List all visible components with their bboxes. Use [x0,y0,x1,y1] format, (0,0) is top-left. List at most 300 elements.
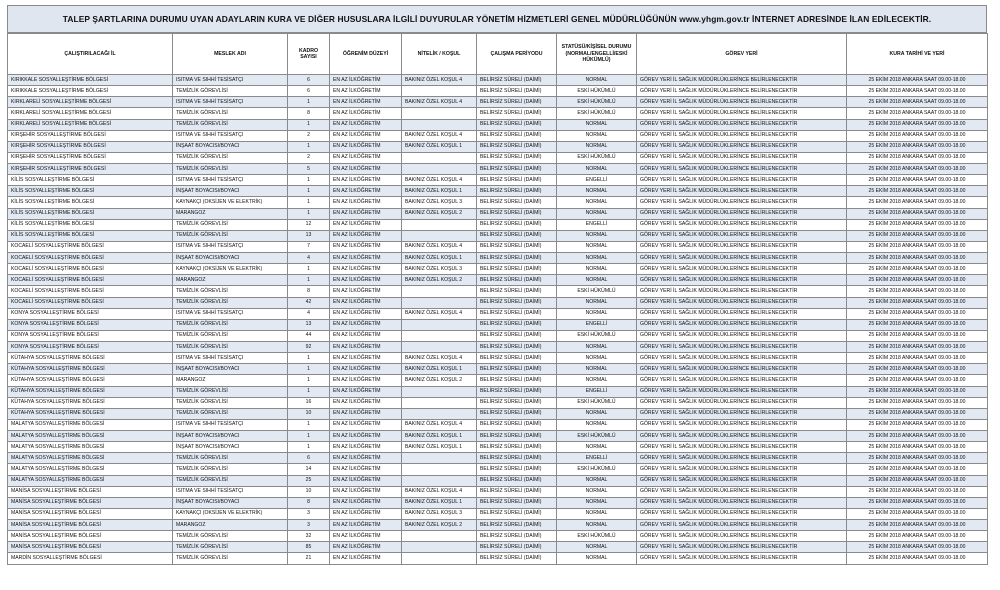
cell-nitelik: BAKINIZ ÖZEL KOŞUL 1 [402,364,477,375]
cell-il: KIRKLARELİ SOSYALLEŞTİRME BÖLGESİ [8,119,173,130]
cell-nitelik [402,152,477,163]
table-row [8,130,988,141]
cell-meslek: TEMİZLİK GÖREVLİSİ [173,230,288,241]
table-row [8,97,988,108]
cell-calisma: BELİRSİZ SÜRELİ (DAİMİ) [477,330,557,341]
cell-calisma: BELİRSİZ SÜRELİ (DAİMİ) [477,397,557,408]
cell-gorev-yeri: GÖREV YERİ İL SAĞLIK MÜDÜRLÜKLERİNCE BELİRLENECEKTİR [637,520,847,531]
cell-meslek: MARANGOZ [173,375,288,386]
table-row [8,308,988,319]
cell-meslek: ISITMA VE SIHHİ TESİSATÇI [173,75,288,86]
cell-ogrenim: EN AZ İLKÖĞRETİM [330,86,402,97]
cell-nitelik [402,386,477,397]
cell-kura: 25 EKİM 2018 ANKARA SAAT 09.00-18.00 [847,386,988,397]
cell-nitelik [402,542,477,553]
cell-kadro: 2 [288,130,330,141]
cell-statu: ESKİ HÜKÜMLÜ [557,108,637,119]
cell-kadro: 13 [288,230,330,241]
cell-gorev-yeri: GÖREV YERİ İL SAĞLIK MÜDÜRLÜKLERİNCE BELİRLENECEKTİR [637,119,847,130]
cell-meslek: TEMİZLİK GÖREVLİSİ [173,342,288,353]
cell-ogrenim: EN AZ İLKÖĞRETİM [330,520,402,531]
cell-il: MANİSA SOSYALLEŞTİRME BÖLGESİ [8,497,173,508]
cell-gorev-yeri: GÖREV YERİ İL SAĞLIK MÜDÜRLÜKLERİNCE BELİRLENECEKTİR [637,297,847,308]
cell-kura: 25 EKİM 2018 ANKARA SAAT 09.00-18.00 [847,86,988,97]
cell-kura: 25 EKİM 2018 ANKARA SAAT 09.00-18.00 [847,520,988,531]
cell-meslek: KAYNAKÇI (OKSİJEN VE ELEKTRİK) [173,197,288,208]
cell-gorev-yeri: GÖREV YERİ İL SAĞLIK MÜDÜRLÜKLERİNCE BELİRLENECEKTİR [637,497,847,508]
cell-ogrenim: EN AZ İLKÖĞRETİM [330,164,402,175]
cell-ogrenim: EN AZ İLKÖĞRETİM [330,119,402,130]
cell-meslek: TEMİZLİK GÖREVLİSİ [173,219,288,230]
table-row [8,386,988,397]
cell-ogrenim: EN AZ İLKÖĞRETİM [330,508,402,519]
cell-nitelik [402,297,477,308]
header-il: ÇALIŞTIRILACAĞI İL [8,34,173,75]
cell-statu: NORMAL [557,164,637,175]
cell-gorev-yeri: GÖREV YERİ İL SAĞLIK MÜDÜRLÜKLERİNCE BELİRLENECEKTİR [637,442,847,453]
cell-kadro: 10 [288,408,330,419]
cell-statu: NORMAL [557,230,637,241]
cell-kura: 25 EKİM 2018 ANKARA SAAT 09.00-18.00 [847,353,988,364]
cell-il: KÜTAHYA SOSYALLEŞTİRME BÖLGESİ [8,353,173,364]
table-row [8,497,988,508]
cell-ogrenim: EN AZ İLKÖĞRETİM [330,264,402,275]
cell-kadro: 92 [288,342,330,353]
table-row [8,353,988,364]
cell-il: KOCAELİ SOSYALLEŞTİRME BÖLGESİ [8,253,173,264]
cell-calisma: BELİRSİZ SÜRELİ (DAİMİ) [477,186,557,197]
cell-statu: NORMAL [557,253,637,264]
cell-kadro: 1 [288,275,330,286]
cell-kadro: 1 [288,186,330,197]
cell-kadro: 8 [288,286,330,297]
cell-calisma: BELİRSİZ SÜRELİ (DAİMİ) [477,253,557,264]
cell-il: MALATYA SOSYALLEŞTİRME BÖLGESİ [8,464,173,475]
header-gorev-yeri: GÖREV YERİ [637,34,847,75]
cell-il: KIRKLARELİ SOSYALLEŞTİRME BÖLGESİ [8,97,173,108]
cell-ogrenim: EN AZ İLKÖĞRETİM [330,208,402,219]
cell-nitelik: BAKINIZ ÖZEL KOŞUL 2 [402,520,477,531]
cell-nitelik: BAKINIZ ÖZEL KOŞUL 1 [402,186,477,197]
cell-il: KİLİS SOSYALLEŞTİRME BÖLGESİ [8,230,173,241]
cell-meslek: ISITMA VE SIHHİ TESİSATÇI [173,241,288,252]
cell-meslek: TEMİZLİK GÖREVLİSİ [173,531,288,542]
cell-kadro: 16 [288,397,330,408]
table-row [8,208,988,219]
cell-ogrenim: EN AZ İLKÖĞRETİM [330,241,402,252]
table-row [8,542,988,553]
cell-il: KIRIKKALE SOSYALLEŞTİRME BÖLGESİ [8,75,173,86]
cell-nitelik: BAKINIZ ÖZEL KOŞUL 1 [402,253,477,264]
cell-meslek: TEMİZLİK GÖREVLİSİ [173,397,288,408]
cell-ogrenim: EN AZ İLKÖĞRETİM [330,353,402,364]
cell-nitelik [402,219,477,230]
cell-ogrenim: EN AZ İLKÖĞRETİM [330,408,402,419]
cell-il: KIRŞEHİR SOSYALLEŞTİRME BÖLGESİ [8,164,173,175]
cell-meslek: TEMİZLİK GÖREVLİSİ [173,86,288,97]
cell-calisma: BELİRSİZ SÜRELİ (DAİMİ) [477,141,557,152]
cell-nitelik: BAKINIZ ÖZEL KOŞUL 4 [402,75,477,86]
cell-kura: 25 EKİM 2018 ANKARA SAAT 09.00-18.00 [847,75,988,86]
cell-statu: NORMAL [557,130,637,141]
cell-statu: ESKİ HÜKÜMLÜ [557,431,637,442]
cell-calisma: BELİRSİZ SÜRELİ (DAİMİ) [477,486,557,497]
cell-calisma: BELİRSİZ SÜRELİ (DAİMİ) [477,531,557,542]
cell-gorev-yeri: GÖREV YERİ İL SAĞLIK MÜDÜRLÜKLERİNCE BELİRLENECEKTİR [637,219,847,230]
cell-nitelik: BAKINIZ ÖZEL KOŞUL 4 [402,353,477,364]
cell-statu: NORMAL [557,264,637,275]
cell-statu: ENGELLİ [557,453,637,464]
cell-il: MANİSA SOSYALLEŞTİRME BÖLGESİ [8,520,173,531]
cell-nitelik: BAKINIZ ÖZEL KOŞUL 4 [402,419,477,430]
cell-ogrenim: EN AZ İLKÖĞRETİM [330,397,402,408]
cell-gorev-yeri: GÖREV YERİ İL SAĞLIK MÜDÜRLÜKLERİNCE BELİRLENECEKTİR [637,230,847,241]
cell-kura: 25 EKİM 2018 ANKARA SAAT 09.00-18.00 [847,508,988,519]
cell-meslek: TEMİZLİK GÖREVLİSİ [173,319,288,330]
cell-nitelik [402,330,477,341]
table-row [8,531,988,542]
table-row [8,119,988,130]
cell-nitelik [402,464,477,475]
cell-il: KONYA SOSYALLEŞTİRME BÖLGESİ [8,319,173,330]
table-row [8,86,988,97]
cell-il: KİLİS SOSYALLEŞTİRME BÖLGESİ [8,208,173,219]
cell-kura: 25 EKİM 2018 ANKARA SAAT 09.00-18.00 [847,108,988,119]
cell-gorev-yeri: GÖREV YERİ İL SAĞLIK MÜDÜRLÜKLERİNCE BELİRLENECEKTİR [637,364,847,375]
table-row [8,230,988,241]
cell-kura: 25 EKİM 2018 ANKARA SAAT 09.00-18.00 [847,464,988,475]
cell-il: MALATYA SOSYALLEŞTİRME BÖLGESİ [8,442,173,453]
cell-gorev-yeri: GÖREV YERİ İL SAĞLIK MÜDÜRLÜKLERİNCE BELİRLENECEKTİR [637,408,847,419]
cell-gorev-yeri: GÖREV YERİ İL SAĞLIK MÜDÜRLÜKLERİNCE BELİRLENECEKTİR [637,431,847,442]
cell-kura: 25 EKİM 2018 ANKARA SAAT 09.00-18.00 [847,219,988,230]
cell-statu: NORMAL [557,553,637,564]
cell-kadro: 1 [288,97,330,108]
cell-gorev-yeri: GÖREV YERİ İL SAĞLIK MÜDÜRLÜKLERİNCE BELİRLENECEKTİR [637,464,847,475]
cell-nitelik [402,108,477,119]
table-row [8,475,988,486]
cell-meslek: TEMİZLİK GÖREVLİSİ [173,330,288,341]
cell-nitelik [402,86,477,97]
cell-calisma: BELİRSİZ SÜRELİ (DAİMİ) [477,86,557,97]
cell-statu: ESKİ HÜKÜMLÜ [557,86,637,97]
cell-kura: 25 EKİM 2018 ANKARA SAAT 09.00-18.00 [847,497,988,508]
cell-ogrenim: EN AZ İLKÖĞRETİM [330,342,402,353]
cell-statu: NORMAL [557,186,637,197]
cell-statu: ENGELLİ [557,319,637,330]
cell-kadro: 8 [288,108,330,119]
cell-statu: NORMAL [557,419,637,430]
cell-gorev-yeri: GÖREV YERİ İL SAĞLIK MÜDÜRLÜKLERİNCE BELİRLENECEKTİR [637,108,847,119]
cell-ogrenim: EN AZ İLKÖĞRETİM [330,319,402,330]
cell-kura: 25 EKİM 2018 ANKARA SAAT 09.00-18.00 [847,164,988,175]
cell-calisma: BELİRSİZ SÜRELİ (DAİMİ) [477,230,557,241]
cell-nitelik [402,397,477,408]
cell-ogrenim: EN AZ İLKÖĞRETİM [330,453,402,464]
cell-calisma: BELİRSİZ SÜRELİ (DAİMİ) [477,431,557,442]
cell-calisma: BELİRSİZ SÜRELİ (DAİMİ) [477,419,557,430]
table-row [8,219,988,230]
cell-calisma: BELİRSİZ SÜRELİ (DAİMİ) [477,353,557,364]
cell-meslek: İNŞAAT BOYACISI/BOYACI [173,442,288,453]
table-row [8,453,988,464]
cell-ogrenim: EN AZ İLKÖĞRETİM [330,108,402,119]
cell-gorev-yeri: GÖREV YERİ İL SAĞLIK MÜDÜRLÜKLERİNCE BELİRLENECEKTİR [637,175,847,186]
cell-kura: 25 EKİM 2018 ANKARA SAAT 09.00-18.00 [847,241,988,252]
cell-gorev-yeri: GÖREV YERİ İL SAĞLIK MÜDÜRLÜKLERİNCE BELİRLENECEKTİR [637,164,847,175]
cell-meslek: TEMİZLİK GÖREVLİSİ [173,164,288,175]
header-nitelik: NİTELİK / KOŞUL [402,34,477,75]
cell-kadro: 1 [288,386,330,397]
cell-il: KIRŞEHİR SOSYALLEŞTİRME BÖLGESİ [8,130,173,141]
cell-calisma: BELİRSİZ SÜRELİ (DAİMİ) [477,364,557,375]
cell-gorev-yeri: GÖREV YERİ İL SAĞLIK MÜDÜRLÜKLERİNCE BELİRLENECEKTİR [637,186,847,197]
cell-kura: 25 EKİM 2018 ANKARA SAAT 09.00-18.00 [847,453,988,464]
header-kura: KURA TARİHİ VE YERİ [847,34,988,75]
cell-kura: 25 EKİM 2018 ANKARA SAAT 09.00-18.00 [847,130,988,141]
cell-statu: NORMAL [557,375,637,386]
cell-kura: 25 EKİM 2018 ANKARA SAAT 09.00-18.00 [847,408,988,419]
cell-ogrenim: EN AZ İLKÖĞRETİM [330,130,402,141]
cell-gorev-yeri: GÖREV YERİ İL SAĞLIK MÜDÜRLÜKLERİNCE BELİRLENECEKTİR [637,486,847,497]
cell-nitelik [402,531,477,542]
cell-kura: 25 EKİM 2018 ANKARA SAAT 09.00-18.00 [847,208,988,219]
cell-ogrenim: EN AZ İLKÖĞRETİM [330,364,402,375]
cell-meslek: MARANGOZ [173,208,288,219]
cell-ogrenim: EN AZ İLKÖĞRETİM [330,486,402,497]
cell-kura: 25 EKİM 2018 ANKARA SAAT 09.00-18.00 [847,119,988,130]
cell-il: KÜTAHYA SOSYALLEŞTİRME BÖLGESİ [8,375,173,386]
cell-il: KİLİS SOSYALLEŞTİRME BÖLGESİ [8,186,173,197]
cell-kadro: 1 [288,119,330,130]
cell-kadro: 25 [288,475,330,486]
table-row [8,164,988,175]
table-row [8,253,988,264]
cell-statu: NORMAL [557,308,637,319]
cell-il: KOCAELİ SOSYALLEŞTİRME BÖLGESİ [8,241,173,252]
cell-kadro: 1 [288,141,330,152]
table-row [8,264,988,275]
cell-meslek: İNŞAAT BOYACISI/BOYACI [173,186,288,197]
cell-meslek: TEMİZLİK GÖREVLİSİ [173,297,288,308]
cell-statu: NORMAL [557,208,637,219]
cell-ogrenim: EN AZ İLKÖĞRETİM [330,553,402,564]
cell-ogrenim: EN AZ İLKÖĞRETİM [330,97,402,108]
cell-meslek: ISITMA VE SIHHİ TESİSATÇI [173,353,288,364]
cell-meslek: ISITMA VE SIHHİ TESİSATÇI [173,486,288,497]
cell-nitelik [402,453,477,464]
cell-il: KİLİS SOSYALLEŞTİRME BÖLGESİ [8,175,173,186]
cell-nitelik: BAKINIZ ÖZEL KOŞUL 1 [402,442,477,453]
cell-ogrenim: EN AZ İLKÖĞRETİM [330,475,402,486]
cell-meslek: MARANGOZ [173,520,288,531]
cell-gorev-yeri: GÖREV YERİ İL SAĞLIK MÜDÜRLÜKLERİNCE BELİRLENECEKTİR [637,75,847,86]
cell-kadro: 1 [288,208,330,219]
cell-ogrenim: EN AZ İLKÖĞRETİM [330,152,402,163]
cell-il: MALATYA SOSYALLEŞTİRME BÖLGESİ [8,475,173,486]
cell-ogrenim: EN AZ İLKÖĞRETİM [330,497,402,508]
table-row [8,375,988,386]
table-row [8,175,988,186]
table-row [8,241,988,252]
cell-meslek: İNŞAAT BOYACISI/BOYACI [173,431,288,442]
cell-meslek: TEMİZLİK GÖREVLİSİ [173,553,288,564]
cell-kadro: 7 [288,241,330,252]
cell-calisma: BELİRSİZ SÜRELİ (DAİMİ) [477,297,557,308]
cell-kadro: 1 [288,375,330,386]
cell-ogrenim: EN AZ İLKÖĞRETİM [330,230,402,241]
cell-ogrenim: EN AZ İLKÖĞRETİM [330,308,402,319]
table-row [8,297,988,308]
cell-calisma: BELİRSİZ SÜRELİ (DAİMİ) [477,119,557,130]
cell-meslek: TEMİZLİK GÖREVLİSİ [173,475,288,486]
cell-nitelik: BAKINIZ ÖZEL KOŞUL 4 [402,241,477,252]
cell-kadro: 1 [288,431,330,442]
cell-nitelik: BAKINIZ ÖZEL KOŞUL 4 [402,308,477,319]
cell-gorev-yeri: GÖREV YERİ İL SAĞLIK MÜDÜRLÜKLERİNCE BELİRLENECEKTİR [637,197,847,208]
cell-kura: 25 EKİM 2018 ANKARA SAAT 09.00-18.00 [847,186,988,197]
cell-il: KÜTAHYA SOSYALLEŞTİRME BÖLGESİ [8,364,173,375]
table-row [8,319,988,330]
cell-ogrenim: EN AZ İLKÖĞRETİM [330,75,402,86]
cell-statu: NORMAL [557,75,637,86]
cell-kura: 25 EKİM 2018 ANKARA SAAT 09.00-18.00 [847,152,988,163]
table-row [8,408,988,419]
cell-ogrenim: EN AZ İLKÖĞRETİM [330,375,402,386]
cell-il: KIRKLARELİ SOSYALLEŞTİRME BÖLGESİ [8,108,173,119]
cell-calisma: BELİRSİZ SÜRELİ (DAİMİ) [477,553,557,564]
cell-statu: ESKİ HÜKÜMLÜ [557,97,637,108]
cell-statu: NORMAL [557,442,637,453]
cell-kadro: 8 [288,497,330,508]
cell-statu: NORMAL [557,520,637,531]
cell-kura: 25 EKİM 2018 ANKARA SAAT 09.00-18.00 [847,531,988,542]
cell-kadro: 14 [288,464,330,475]
cell-meslek: TEMİZLİK GÖREVLİSİ [173,152,288,163]
cell-nitelik: BAKINIZ ÖZEL KOŞUL 2 [402,275,477,286]
cell-meslek: TEMİZLİK GÖREVLİSİ [173,119,288,130]
cell-nitelik [402,553,477,564]
cell-nitelik [402,408,477,419]
cell-il: MARDİN SOSYALLEŞTİRME BÖLGESİ [8,553,173,564]
cell-kura: 25 EKİM 2018 ANKARA SAAT 09.00-18.00 [847,286,988,297]
cell-nitelik [402,164,477,175]
cell-calisma: BELİRSİZ SÜRELİ (DAİMİ) [477,342,557,353]
cell-gorev-yeri: GÖREV YERİ İL SAĞLIK MÜDÜRLÜKLERİNCE BELİRLENECEKTİR [637,97,847,108]
header-kadro: KADRO SAYISI [288,34,330,75]
cell-statu: ESKİ HÜKÜMLÜ [557,531,637,542]
cell-il: KONYA SOSYALLEŞTİRME BÖLGESİ [8,342,173,353]
cell-kura: 25 EKİM 2018 ANKARA SAAT 09.00-18.00 [847,319,988,330]
cell-ogrenim: EN AZ İLKÖĞRETİM [330,386,402,397]
table-row [8,553,988,564]
cell-meslek: TEMİZLİK GÖREVLİSİ [173,286,288,297]
cell-nitelik: BAKINIZ ÖZEL KOŞUL 4 [402,175,477,186]
cell-kura: 25 EKİM 2018 ANKARA SAAT 09.00-18.00 [847,342,988,353]
cell-kadro: 6 [288,453,330,464]
cell-gorev-yeri: GÖREV YERİ İL SAĞLIK MÜDÜRLÜKLERİNCE BELİRLENECEKTİR [637,86,847,97]
cell-statu: NORMAL [557,141,637,152]
cell-ogrenim: EN AZ İLKÖĞRETİM [330,542,402,553]
cell-nitelik: BAKINIZ ÖZEL KOŞUL 1 [402,431,477,442]
cell-kadro: 1 [288,175,330,186]
cell-gorev-yeri: GÖREV YERİ İL SAĞLIK MÜDÜRLÜKLERİNCE BELİRLENECEKTİR [637,386,847,397]
cell-kadro: 1 [288,442,330,453]
table-row [8,75,988,86]
cell-statu: NORMAL [557,542,637,553]
table-row [8,486,988,497]
cell-calisma: BELİRSİZ SÜRELİ (DAİMİ) [477,286,557,297]
cell-calisma: BELİRSİZ SÜRELİ (DAİMİ) [477,75,557,86]
cell-gorev-yeri: GÖREV YERİ İL SAĞLIK MÜDÜRLÜKLERİNCE BELİRLENECEKTİR [637,419,847,430]
table-row [8,342,988,353]
table-row [8,186,988,197]
cell-calisma: BELİRSİZ SÜRELİ (DAİMİ) [477,386,557,397]
cell-il: KÜTAHYA SOSYALLEŞTİRME BÖLGESİ [8,408,173,419]
document-title: TALEP ŞARTLARINA DURUMU UYAN ADAYLARIN KURA VE DİĞER HUSUSLARA İLGİLİ DUYURULAR YÖNETİM HİZMETLERİ GENEL MÜDÜRLÜĞÜNÜN www.yhgm.gov.tr İNTERNET ADRESİNDE İLAN EDİLECEKTİR. [7,5,987,33]
cell-nitelik: BAKINIZ ÖZEL KOŞUL 2 [402,375,477,386]
cell-il: KONYA SOSYALLEŞTİRME BÖLGESİ [8,308,173,319]
table-row [8,108,988,119]
cell-statu: NORMAL [557,353,637,364]
cell-calisma: BELİRSİZ SÜRELİ (DAİMİ) [477,108,557,119]
cell-nitelik [402,230,477,241]
cell-ogrenim: EN AZ İLKÖĞRETİM [330,186,402,197]
cell-nitelik: BAKINIZ ÖZEL KOŞUL 3 [402,508,477,519]
cell-kadro: 1 [288,364,330,375]
cell-nitelik: BAKINIZ ÖZEL KOŞUL 4 [402,486,477,497]
cell-kadro: 13 [288,319,330,330]
cell-statu: NORMAL [557,408,637,419]
cell-il: MANİSA SOSYALLEŞTİRME BÖLGESİ [8,531,173,542]
cell-calisma: BELİRSİZ SÜRELİ (DAİMİ) [477,197,557,208]
cell-kadro: 1 [288,197,330,208]
cell-statu: NORMAL [557,364,637,375]
cell-kura: 25 EKİM 2018 ANKARA SAAT 09.00-18.00 [847,330,988,341]
cell-ogrenim: EN AZ İLKÖĞRETİM [330,219,402,230]
cell-kadro: 5 [288,164,330,175]
table-row [8,442,988,453]
cell-kadro: 3 [288,508,330,519]
cell-il: KÜTAHYA SOSYALLEŞTİRME BÖLGESİ [8,386,173,397]
cell-kura: 25 EKİM 2018 ANKARA SAAT 09.00-18.00 [847,475,988,486]
cell-kura: 25 EKİM 2018 ANKARA SAAT 09.00-18.00 [847,486,988,497]
cell-ogrenim: EN AZ İLKÖĞRETİM [330,531,402,542]
cell-gorev-yeri: GÖREV YERİ İL SAĞLIK MÜDÜRLÜKLERİNCE BELİRLENECEKTİR [637,141,847,152]
cell-gorev-yeri: GÖREV YERİ İL SAĞLIK MÜDÜRLÜKLERİNCE BELİRLENECEKTİR [637,330,847,341]
cell-il: KOCAELİ SOSYALLEŞTİRME BÖLGESİ [8,264,173,275]
cell-kadro: 2 [288,152,330,163]
cell-ogrenim: EN AZ İLKÖĞRETİM [330,286,402,297]
cell-il: KOCAELİ SOSYALLEŞTİRME BÖLGESİ [8,297,173,308]
cell-calisma: BELİRSİZ SÜRELİ (DAİMİ) [477,520,557,531]
cell-kadro: 85 [288,542,330,553]
cell-il: MALATYA SOSYALLEŞTİRME BÖLGESİ [8,431,173,442]
cell-statu: NORMAL [557,486,637,497]
cell-kura: 25 EKİM 2018 ANKARA SAAT 09.00-18.00 [847,375,988,386]
cell-il: MANİSA SOSYALLEŞTİRME BÖLGESİ [8,508,173,519]
cell-statu: NORMAL [557,508,637,519]
cell-kadro: 1 [288,353,330,364]
cell-gorev-yeri: GÖREV YERİ İL SAĞLIK MÜDÜRLÜKLERİNCE BELİRLENECEKTİR [637,375,847,386]
table-header-row [8,34,988,75]
cell-kura: 25 EKİM 2018 ANKARA SAAT 09.00-18.00 [847,308,988,319]
cell-gorev-yeri: GÖREV YERİ İL SAĞLIK MÜDÜRLÜKLERİNCE BELİRLENECEKTİR [637,286,847,297]
cell-gorev-yeri: GÖREV YERİ İL SAĞLIK MÜDÜRLÜKLERİNCE BELİRLENECEKTİR [637,453,847,464]
cell-il: KIRŞEHİR SOSYALLEŞTİRME BÖLGESİ [8,141,173,152]
cell-kura: 25 EKİM 2018 ANKARA SAAT 09.00-18.00 [847,553,988,564]
cell-kura: 25 EKİM 2018 ANKARA SAAT 09.00-18.00 [847,297,988,308]
